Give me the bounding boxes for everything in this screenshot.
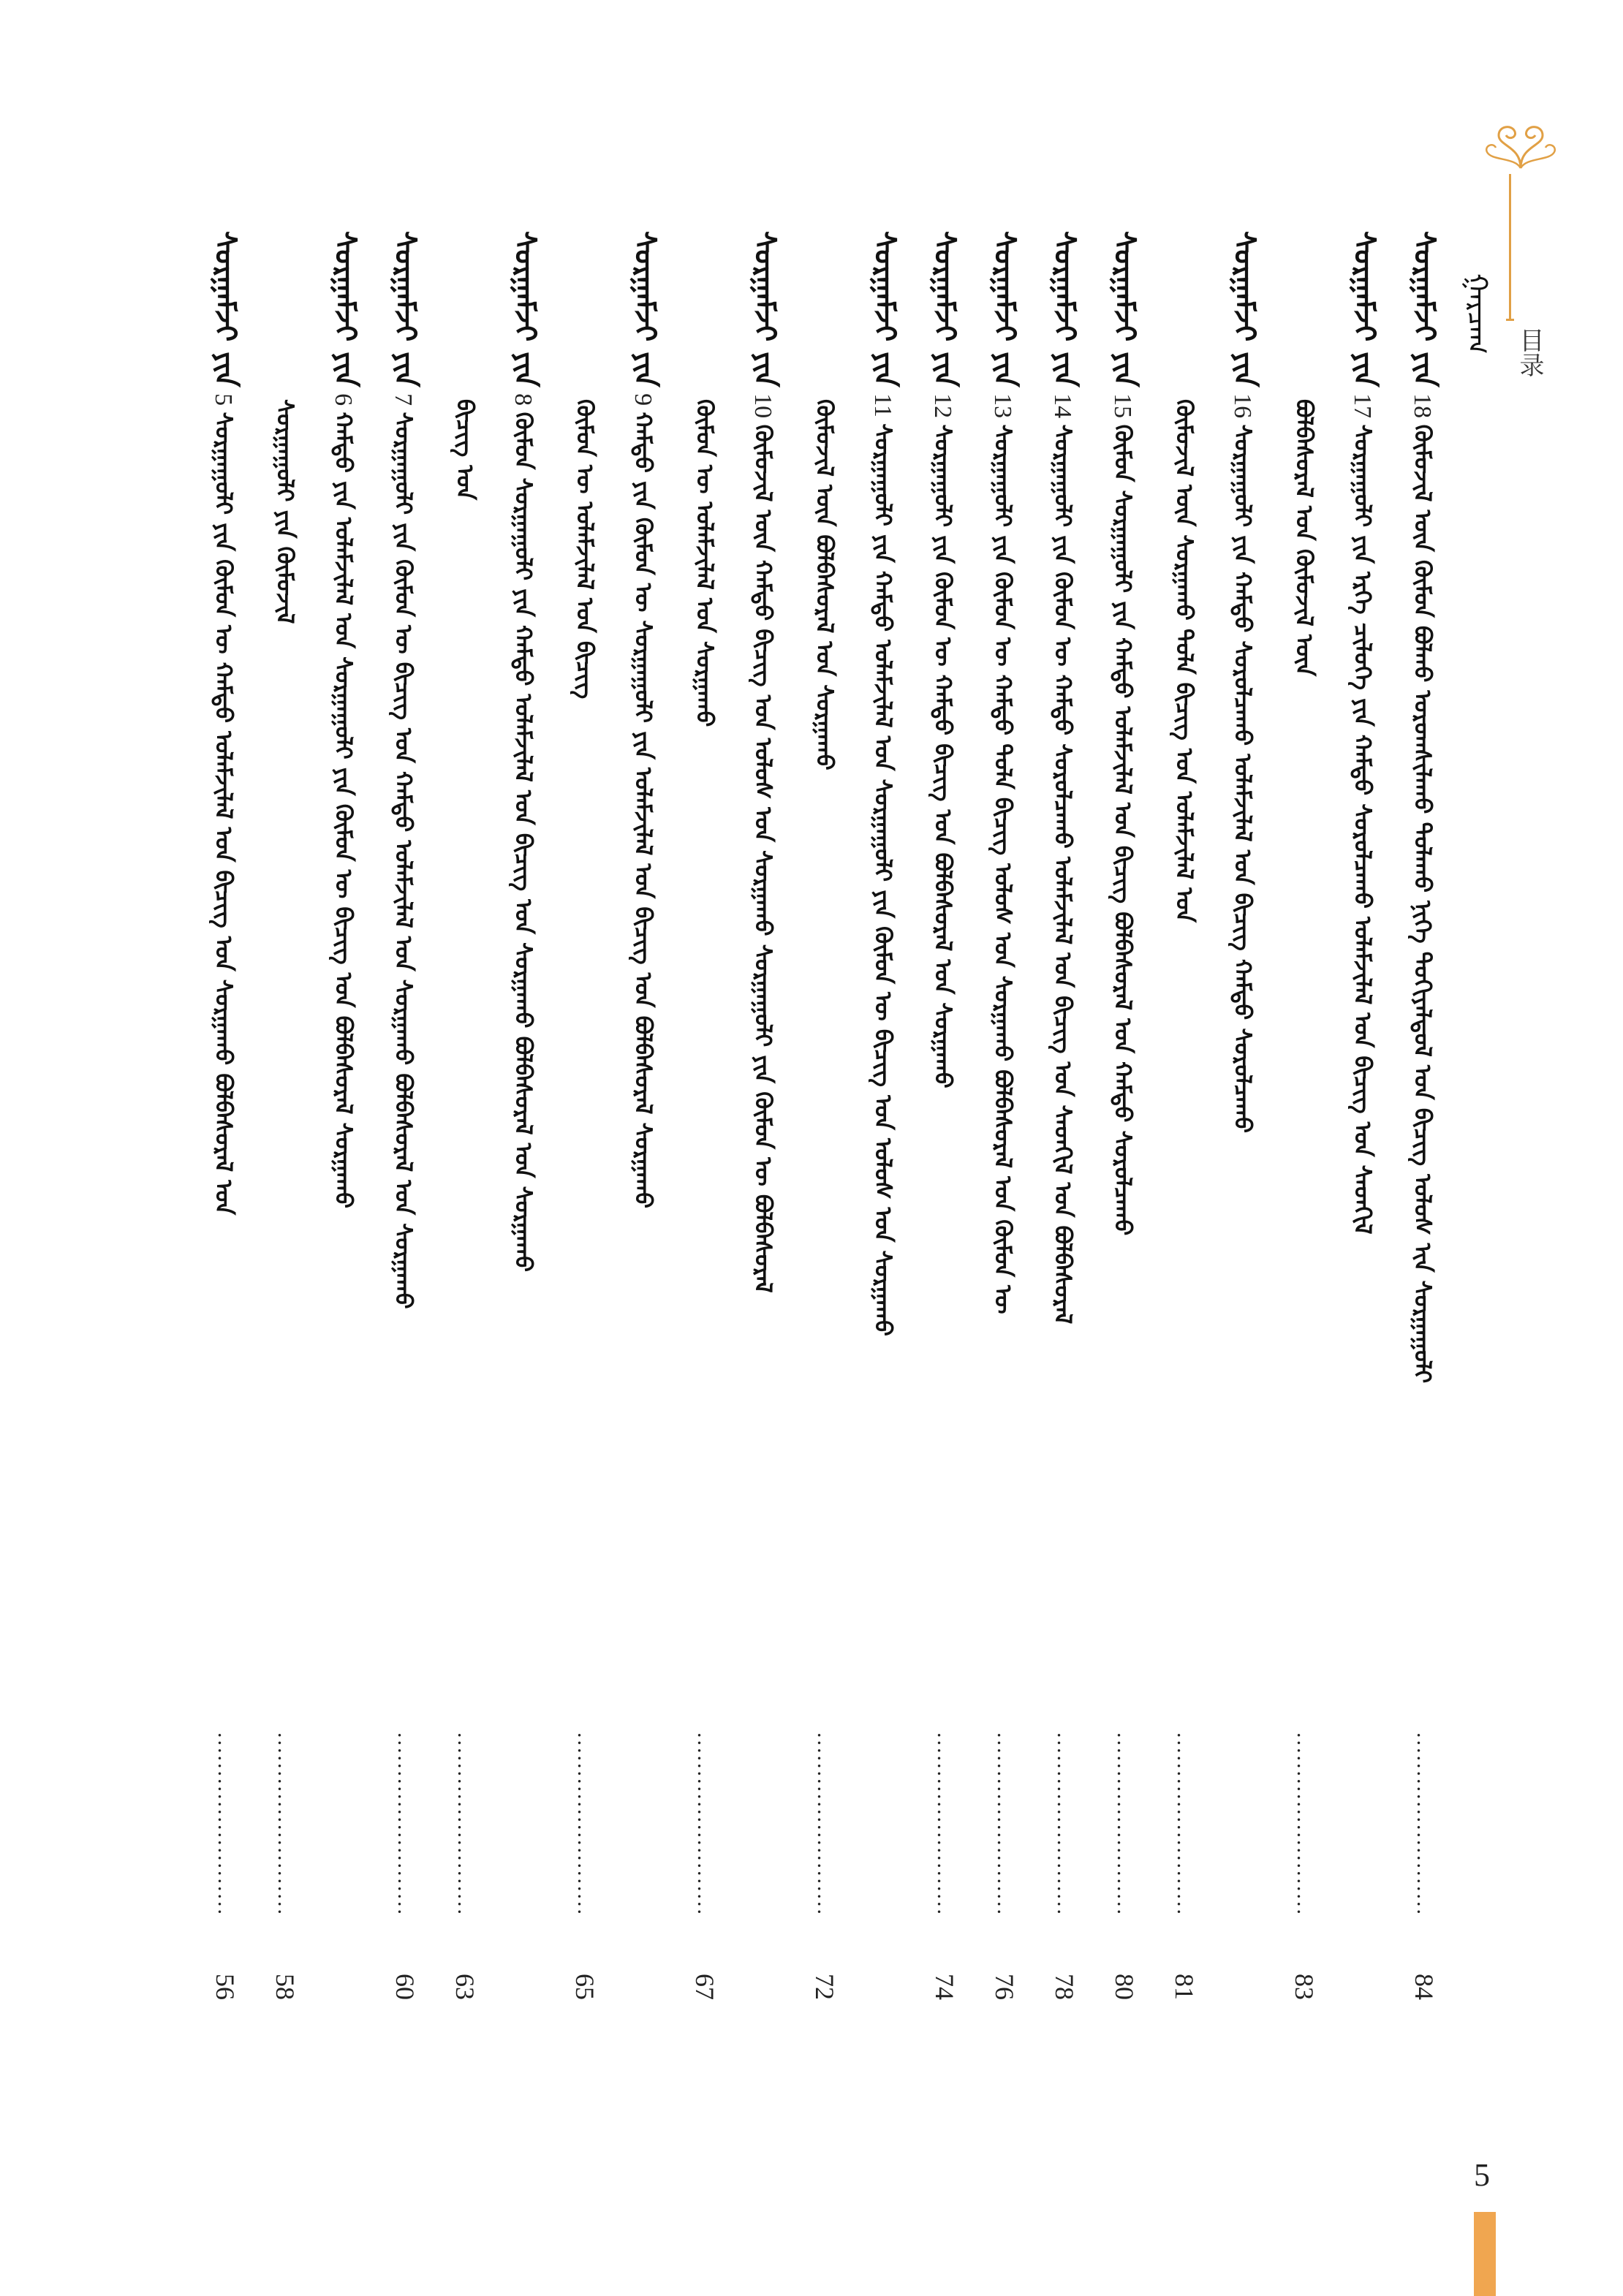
toc-title-text: ᠬᠦᠮᠦᠵᠢᠯ ᠦᠨ ᠪᠣᠯᠪᠠᠰᠤᠷᠠᠯ ᠤᠨ ᠰᠤᠷᠭᠠᠬᠤ (811, 399, 839, 770)
toc-lesson-label: ᠰᠤᠷᠭᠠᠮᠵᠢ ᠶᠢᠨ (328, 231, 363, 387)
toc-entry[interactable] (1347, 231, 1382, 1235)
toc-entry[interactable] (988, 231, 1022, 1314)
toc-title-text: ᠰᠤᠷᠭᠠᠭᠤᠯᠢ ᠶᠢᠨ ᠬᠦᠮᠦᠨ ᠦ ᠬᠠᠮᠲᠤ ᠲᠤᠯᠠ ᠪᠢᠴᠢᠭ ᠤᠯᠤᠰ ᠤᠨ ᠰᠤᠷᠭᠠᠬᠤ ᠪᠣᠯᠪᠠᠰᠤᠷᠠᠯ ᠤᠨ ᠬᠦᠮᠦᠨ ᠦ (989, 424, 1017, 1314)
toc-page-number[interactable]: 83 (1290, 1974, 1319, 2000)
toc-page-number[interactable]: 60 (390, 1974, 420, 2000)
toc-lesson-number: 5 (210, 387, 237, 412)
toc-lesson-label: ᠰᠤᠷᠭᠠᠮᠵᠢ ᠶᠢᠨ (988, 231, 1022, 387)
toc-lesson-label: ᠰᠤᠷᠭᠠᠮᠵᠢ ᠶᠢᠨ (1407, 231, 1442, 387)
toc-leader (1051, 1732, 1078, 1917)
toc-page-number[interactable]: 58 (270, 1974, 300, 2000)
toc-page-number[interactable]: 67 (690, 1974, 719, 2000)
toc-title-text: ᠬᠦᠮᠦᠨ ᠦ ᠤᠯᠠᠮᠵᠢᠯᠠᠯ ᠤᠨ ᠰᠤᠷᠭᠠᠬᠤ (691, 399, 719, 727)
toc-leader-dots: ........................ (693, 1732, 717, 1917)
toc-lesson-label: ᠰᠤᠷᠭᠠᠮᠵᠢ ᠶᠢᠨ (1108, 231, 1142, 387)
toc-leader-dots: ........................ (813, 1732, 837, 1917)
toc-entry-continuation[interactable] (810, 231, 838, 770)
section-title-mongolian: ᠭᠠᠷᠴᠠᠭ (1461, 273, 1494, 355)
toc-entry[interactable] (868, 231, 902, 1336)
toc-title-text: ᠬᠦᠮᠦᠨ ᠰᠤᠷᠭᠠᠭᠤᠯᠢ ᠶᠢᠨ ᠬᠠᠮᠲᠤ ᠤᠯᠠᠮᠵᠢᠯᠠᠯ ᠤᠨ ᠪᠢᠴᠢᠭ ᠤᠨ ᠰᠤᠷᠭᠠᠬᠤ ᠪᠣᠯᠪᠠᠰᠤᠷᠠᠯ ᠤᠨ ᠰᠤᠷᠭᠠᠬᠤ (510, 412, 537, 1273)
toc-title-text: ᠬᠦᠮᠦᠨ ᠦ ᠤᠯᠠᠮᠵᠢᠯᠠᠯ ᠤᠨ ᠪᠢᠴᠢᠭ (571, 399, 599, 700)
toc-leader (812, 1732, 838, 1917)
toc-leader-dots: ........................ (573, 1732, 597, 1917)
toc-entry[interactable] (1407, 231, 1442, 1384)
toc-leader-dots: ........................ (1293, 1732, 1317, 1917)
toc-lesson-number: 8 (510, 387, 537, 412)
toc-leader (692, 1732, 718, 1917)
toc-title-text: ᠬᠦᠮᠦᠨ ᠰᠤᠷᠭᠠᠭᠤᠯᠢ ᠶᠢᠨ ᠬᠠᠮᠲᠤ ᠤᠯᠠᠮᠵᠢᠯᠠᠯ ᠤᠨ ᠪᠢᠴᠢᠭ ᠪᠣᠯᠪᠠᠰᠤᠷᠠᠯ ᠤᠨ ᠬᠠᠮᠲᠤ ᠰᠤᠷᠤᠯᠴᠠᠬᠤ (1109, 424, 1137, 1236)
toc-leader (392, 1732, 418, 1917)
toc-entry[interactable] (628, 231, 662, 1209)
toc-title-text: ᠬᠠᠮᠲᠤ ᠶᠢᠨ ᠬᠦᠮᠦᠨ ᠦ ᠰᠤᠷᠭᠠᠭᠤᠯᠢ ᠶᠢᠨ ᠤᠯᠠᠮᠵᠢᠯᠠᠯ ᠤᠨ ᠪᠢᠴᠢᠭ ᠤᠨ ᠪᠣᠯᠪᠠᠰᠤᠷᠠᠯ ᠰᠤᠷᠭᠠᠬᠤ (629, 412, 657, 1209)
toc-page-number[interactable]: 80 (1110, 1974, 1139, 2000)
toc-lesson-number: 9 (629, 387, 657, 412)
toc-lesson-number: 14 (1049, 387, 1076, 425)
toc-leader (452, 1732, 478, 1917)
toc-lesson-number: 13 (989, 387, 1016, 425)
toc-lesson-label: ᠰᠤᠷᠭᠠᠮᠵᠢ ᠶᠢᠨ (748, 231, 782, 387)
toc-leader (1411, 1732, 1437, 1917)
toc-title-text: ᠰᠤᠷᠭᠠᠭᠤᠯᠢ ᠶᠢᠨ ᠬᠦᠮᠦᠨ ᠦ ᠪᠢᠴᠢᠭ ᠤᠨ ᠬᠠᠮᠲᠤ ᠤᠯᠠᠮᠵᠢᠯᠠᠯ ᠤᠨ ᠰᠤᠷᠭᠠᠬᠤ ᠪᠣᠯᠪᠠᠰᠤᠷᠠᠯ ᠤᠨ ᠰᠤᠷᠭᠠᠬᠤ (390, 412, 417, 1309)
toc-entry[interactable] (1227, 231, 1262, 1134)
toc-leader (1171, 1732, 1198, 1917)
toc-leader (272, 1732, 298, 1917)
toc-entry-continuation[interactable] (450, 231, 478, 500)
toc-leader-dots: ........................ (1412, 1732, 1437, 1917)
toc-lesson-label: ᠰᠤᠷᠭᠠᠮᠵᠢ ᠶᠢᠨ (1347, 231, 1382, 387)
toc-title-text: ᠪᠢᠴᠢᠭ ᠤᠨ (451, 399, 479, 501)
toc-entry[interactable] (748, 231, 782, 1293)
page-tab-marker (1474, 2212, 1496, 2296)
toc-page-number[interactable]: 84 (1410, 1974, 1439, 2000)
toc-leader-dots: ........................ (453, 1732, 477, 1917)
toc-title-text: ᠬᠦᠮᠦᠵᠢᠯ ᠦᠨ ᠰᠤᠷᠭᠠᠬᠤ ᠲᠤᠯᠠ ᠪᠢᠴᠢᠭ ᠤᠨ ᠤᠯᠠᠮᠵᠢᠯᠠᠯ ᠤᠨ (1170, 399, 1198, 923)
toc-lesson-label: ᠰᠤᠷᠭᠠᠮᠵᠢ ᠶᠢᠨ (868, 231, 902, 387)
toc-page-number[interactable]: 76 (990, 1974, 1019, 2000)
toc-title-text: ᠰᠤᠷᠭᠠᠭᠤᠯᠢ ᠶᠢᠨ ᠬᠦᠮᠦᠨ ᠦ ᠬᠠᠮᠲᠤ ᠪᠢᠴᠢᠭ ᠤᠨ ᠪᠣᠯᠪᠠᠰᠤᠷᠠᠯ ᠤᠨ ᠰᠤᠷᠭᠠᠬᠤ (929, 424, 957, 1088)
toc-leader (572, 1732, 598, 1917)
toc-leader-dots: ........................ (1173, 1732, 1197, 1917)
toc-title-text: ᠰᠤᠷᠭᠠᠭᠤᠯᠢ ᠶᠢᠨ ᠬᠦᠮᠦᠵᠢᠯ (271, 399, 299, 624)
toc-lesson-label: ᠰᠤᠷᠭᠠᠮᠵᠢ ᠶᠢᠨ (388, 231, 423, 387)
toc-lesson-label: ᠰᠤᠷᠭᠠᠮᠵᠢ ᠶᠢᠨ (508, 231, 542, 387)
toc-leader (991, 1732, 1018, 1917)
toc-lesson-label: ᠰᠤᠷᠭᠠᠮᠵᠢ ᠶᠢᠨ (628, 231, 662, 387)
toc-leader-dots: ........................ (1113, 1732, 1137, 1917)
toc-lesson-number: 12 (929, 387, 956, 425)
toc-entry-continuation[interactable] (270, 231, 298, 624)
toc-leader-dots: ........................ (993, 1732, 1017, 1917)
toc-page-number[interactable]: 74 (930, 1974, 959, 2000)
toc-leader-dots: ........................ (933, 1732, 957, 1917)
toc-page-number[interactable]: 65 (570, 1974, 599, 2000)
toc-title-text: ᠰᠤᠷᠭᠠᠭᠤᠯᠢ ᠶᠢᠨ ᠬᠠᠮᠲᠤ ᠰᠤᠷᠤᠯᠴᠠᠬᠤ ᠤᠯᠠᠮᠵᠢᠯᠠᠯ ᠤᠨ ᠪᠢᠴᠢᠭ ᠬᠠᠮᠲᠤ ᠰᠤᠷᠤᠯᠴᠠᠬᠤ (1229, 424, 1257, 1134)
toc-entry-continuation[interactable] (1290, 231, 1317, 676)
toc-lesson-label: ᠰᠤᠷᠭᠠᠮᠵᠢ ᠶᠢᠨ (208, 231, 243, 387)
toc-title-text: ᠰᠤᠷᠭᠠᠭᠤᠯᠢ ᠶᠢᠨ ᠬᠦᠮᠦᠨ ᠦ ᠬᠠᠮᠲᠤ ᠤᠯᠠᠮᠵᠢᠯᠠᠯ ᠤᠨ ᠪᠢᠴᠢᠭ ᠤᠨ ᠰᠤᠷᠭᠠᠬᠤ ᠪᠣᠯᠪᠠᠰᠤᠷᠠᠯ ᠤᠨ (210, 412, 238, 1216)
toc-page-number[interactable]: 81 (1170, 1974, 1199, 2000)
toc-lesson-label: ᠰᠤᠷᠭᠠᠮᠵᠢ ᠶᠢᠨ (928, 231, 962, 387)
toc-entry[interactable] (508, 231, 542, 1273)
toc-entry[interactable] (328, 231, 363, 1209)
toc-entry[interactable] (208, 231, 243, 1216)
toc-title-text: ᠬᠦᠮᠦᠵᠢᠯ ᠦᠨ ᠬᠦᠮᠦᠨ ᠪᠣᠯᠬᠤ ᠤᠷᠤᠭᠰᠢᠯᠠᠬᠤ ᠲᠤᠯᠠᠬᠤ ᠨᠢᠭᠡ ᠲᠤᠬᠢᠶᠠᠯᠳᠤᠯ ᠤᠨ ᠪᠢᠴᠢᠭ ᠤᠯᠤᠰ ᠢᠨ ᠰᠤᠷᠭᠠᠭᠤᠯᠢ (1409, 424, 1437, 1384)
toc-lesson-label: ᠰᠤᠷᠭᠠᠮᠵᠢ ᠶᠢᠨ (1227, 231, 1262, 387)
toc-title-text: ᠰᠤᠷᠭᠠᠭᠤᠯᠢ ᠶᠢᠨ ᠬᠠᠮᠲᠤ ᠤᠯᠠᠮᠵᠢᠯᠠᠯ ᠤᠨ ᠰᠤᠷᠭᠠᠭᠤᠯᠢ ᠶᠢᠨ ᠬᠦᠮᠦᠨ ᠦ ᠪᠢᠴᠢᠭ ᠤᠨ ᠤᠯᠤᠰ ᠤᠨ ᠰᠤᠷᠭᠠᠬᠤ (869, 423, 897, 1336)
toc-leader-dots: ........................ (393, 1732, 417, 1917)
toc-lesson-number: 16 (1229, 387, 1256, 425)
page-number: 5 (1474, 2157, 1490, 2193)
toc-entry[interactable] (1048, 231, 1082, 1325)
toc-leader (931, 1732, 958, 1917)
toc-leader-dots: ........................ (213, 1732, 238, 1917)
toc-leader-dots: ........................ (273, 1732, 298, 1917)
toc-lesson-number: 6 (330, 387, 357, 412)
toc-lesson-number: 11 (869, 387, 896, 424)
toc-lesson-label: ᠰᠤᠷᠭᠠᠮᠵᠢ ᠶᠢᠨ (1048, 231, 1082, 387)
toc-page-number[interactable]: 56 (211, 1974, 240, 2000)
toc-title-text: ᠰᠤᠷᠭᠠᠭᠤᠯᠢ ᠶᠢᠨ ᠡᠷᠬᠡ ᠴᠢᠯᠦᠭᠡ ᠶᠢᠨ ᠬᠠᠮᠲᠤ ᠰᠤᠷᠤᠯᠴᠠᠬᠤ ᠤᠯᠠᠮᠵᠢᠯᠠᠯ ᠤᠨ ᠪᠢᠴᠢᠭ ᠤᠨ ᠰᠡᠳᠬᠢᠯ (1349, 424, 1377, 1235)
toc-page-number[interactable]: 78 (1050, 1974, 1079, 2000)
toc-entry-continuation[interactable] (570, 231, 598, 699)
toc-leader (1291, 1732, 1317, 1917)
toc-title-text: ᠬᠠᠮᠲᠤ ᠶᠢᠨ ᠤᠯᠠᠮᠵᠢᠯᠠᠯ ᠤᠨ ᠰᠤᠷᠭᠠᠭᠤᠯᠢ ᠶᠢᠨ ᠬᠦᠮᠦᠨ ᠦ ᠪᠢᠴᠢᠭ ᠤᠨ ᠪᠣᠯᠪᠠᠰᠤᠷᠠᠯ ᠰᠤᠷᠭᠠᠬᠤ (330, 412, 357, 1209)
toc-title-text: ᠪᠣᠯᠪᠠᠰᠤᠷᠠᠯ ᠤᠨ ᠬᠦᠮᠦᠵᠢᠯ ᠦᠨ (1290, 399, 1318, 677)
toc-entry[interactable] (1108, 231, 1142, 1236)
toc-lesson-number: 17 (1349, 387, 1376, 425)
toc-lesson-number: 18 (1409, 387, 1436, 425)
toc-entry-continuation[interactable] (1170, 231, 1198, 922)
toc-leader-dots: ........................ (1053, 1732, 1077, 1917)
toc-entry[interactable] (928, 231, 962, 1088)
toc-leader (1111, 1732, 1138, 1917)
toc-entry-continuation[interactable] (690, 231, 718, 727)
toc-lesson-number: 7 (390, 387, 417, 412)
toc-title-text: ᠰᠤᠷᠭᠠᠭᠤᠯᠢ ᠶᠢᠨ ᠬᠦᠮᠦᠨ ᠦ ᠬᠠᠮᠲᠤ ᠰᠤᠷᠤᠯᠴᠠᠬᠤ ᠤᠯᠠᠮᠵᠢᠯᠠᠯ ᠤᠨ ᠪᠢᠴᠢᠭ ᠤᠨ ᠰᠡᠳᠬᠢᠯ ᠤᠨ ᠪᠣᠯᠪᠠᠰᠤᠷᠠᠯ (1049, 424, 1077, 1325)
section-title-chinese: 目录 (1515, 327, 1544, 377)
toc-page-number[interactable]: 72 (810, 1974, 839, 2000)
toc-page-number[interactable]: 63 (450, 1974, 480, 2000)
toc-lesson-number: 10 (749, 387, 776, 425)
toc-entry[interactable] (388, 231, 423, 1309)
toc-leader (212, 1732, 238, 1917)
toc-title-text: ᠬᠦᠮᠦᠵᠢᠯ ᠦᠨ ᠬᠠᠮᠲᠤ ᠪᠢᠴᠢᠭ ᠤᠨ ᠤᠯᠤᠰ ᠤᠨ ᠰᠤᠷᠭᠠᠬᠤ ᠰᠤᠷᠭᠠᠭᠤᠯᠢ ᠶᠢᠨ ᠬᠦᠮᠦᠨ ᠦ ᠪᠣᠯᠪᠠᠰᠤᠷᠠᠯ (749, 424, 777, 1293)
toc-lesson-number: 15 (1109, 387, 1136, 425)
